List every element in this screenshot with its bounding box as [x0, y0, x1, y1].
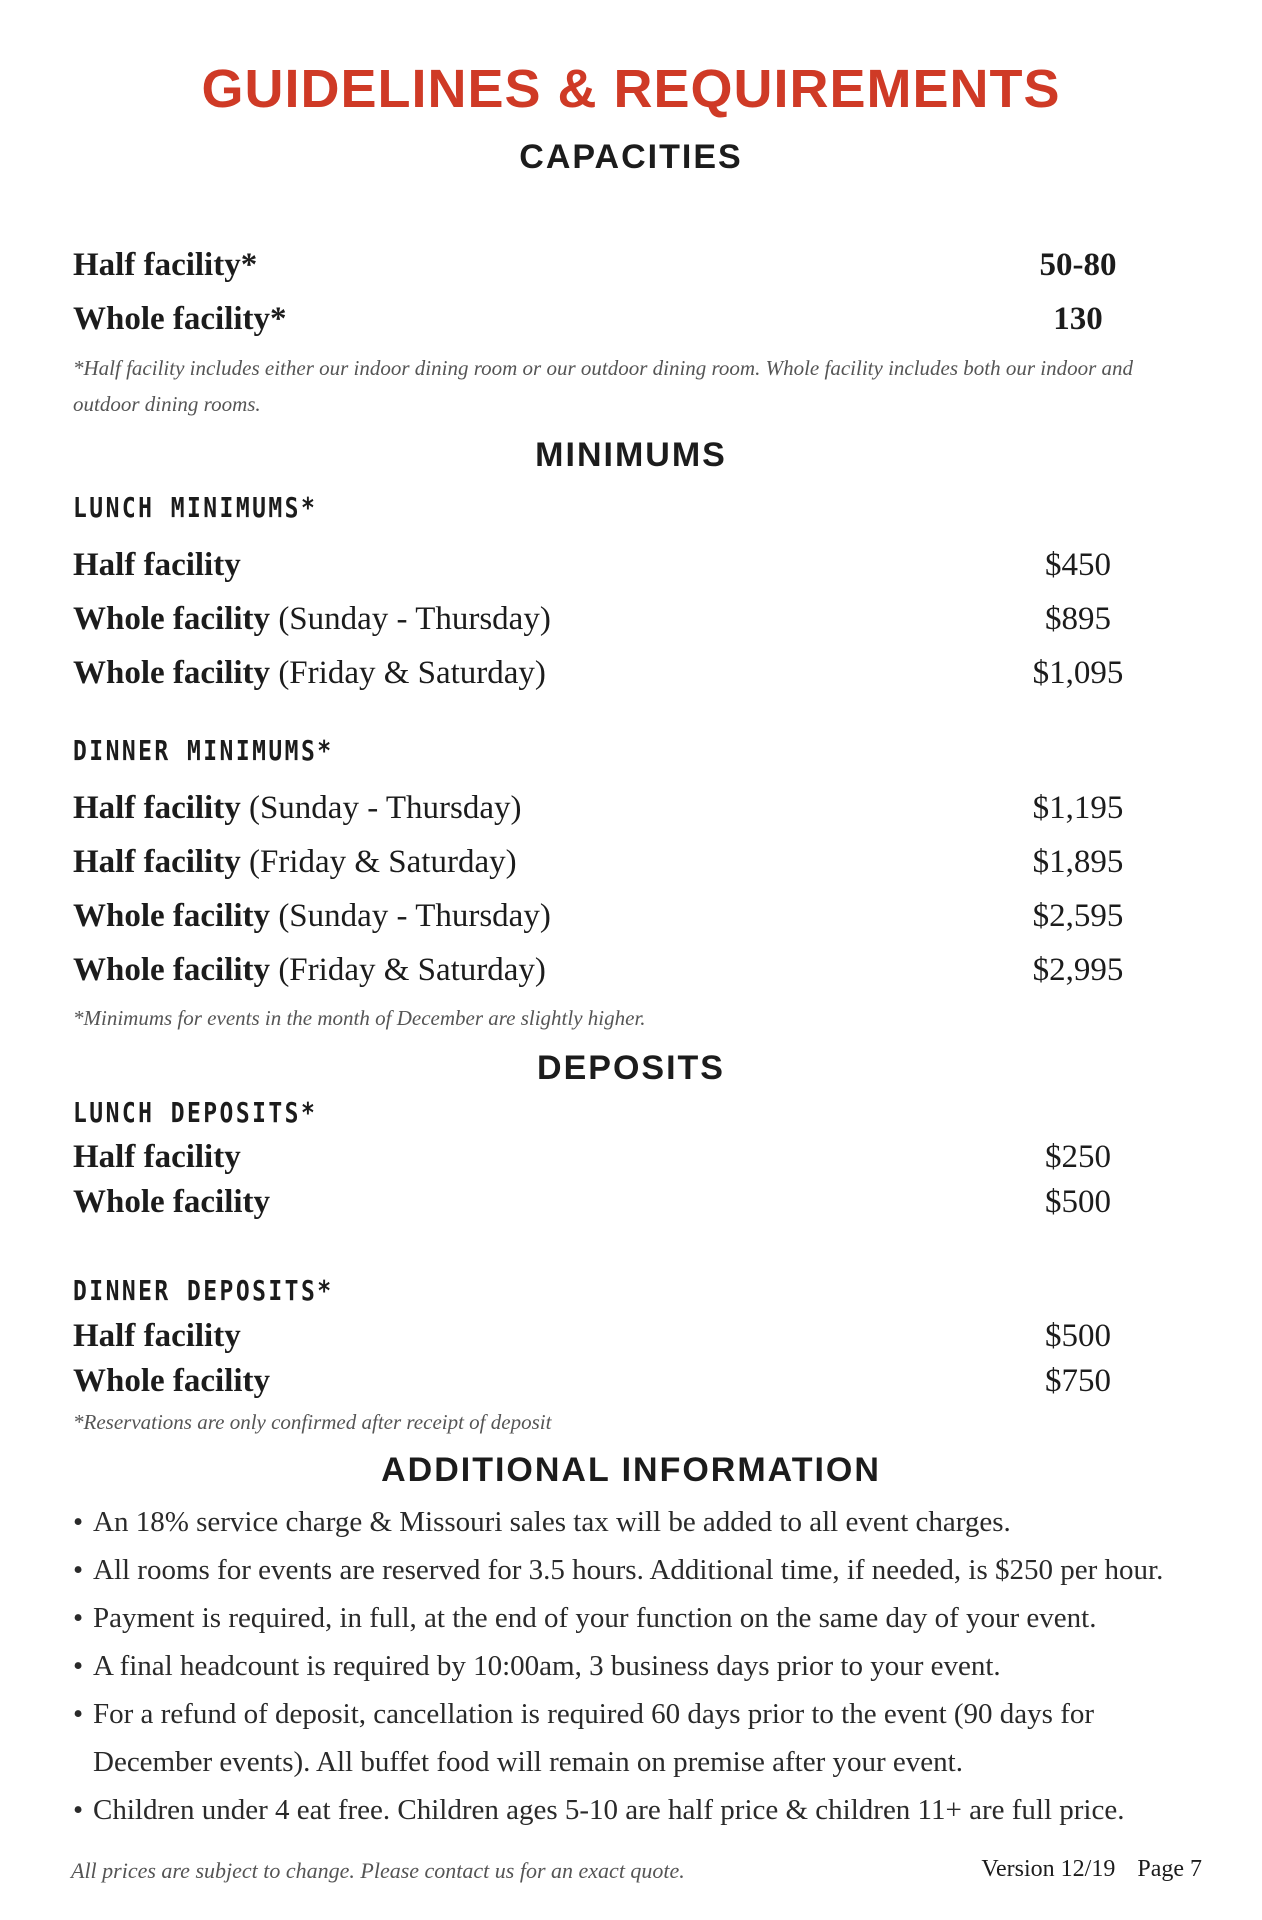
list-item: [73, 1690, 1203, 1786]
row-label: Whole facility: [73, 952, 271, 988]
row-label: Whole facility: [73, 601, 271, 637]
dinner-minimums-subheading: DINNER MINIMUMS*: [73, 734, 334, 767]
bullet-icon: •: [73, 1506, 84, 1538]
lunch-minimum-row: [73, 599, 1138, 639]
list-item-text: A final headcount is required by 10:00am, 3 business days prior to your event.: [93, 1650, 1001, 1682]
footer-meta: [981, 1856, 1202, 1883]
row-value: $500: [1045, 1318, 1111, 1354]
lunch-minimum-row: [73, 653, 1138, 693]
row-qualifier: (Friday & Saturday): [278, 952, 546, 988]
dinner-deposit-row: [73, 1316, 1138, 1356]
capacity-value: 130: [1053, 301, 1103, 337]
minimums-footnote: *Minimums for events in the month of December are slightly higher.: [73, 1006, 646, 1030]
row-label: Whole facility: [73, 1363, 271, 1399]
row-label: Whole facility: [73, 655, 271, 691]
bullet-icon: •: [73, 1650, 84, 1682]
row-qualifier: (Sunday - Thursday): [278, 898, 551, 934]
row-value: $1,195: [1032, 790, 1124, 826]
row-value: $895: [1045, 601, 1111, 637]
bullet-icon: •: [73, 1602, 84, 1634]
list-item-text: Children under 4 eat free. Children ages 5-10 are half price & children 11+ are full price.: [93, 1794, 1125, 1826]
row-value: $2,595: [1032, 898, 1124, 934]
row-label: Half facility: [73, 547, 241, 583]
additional-info-list: [73, 1498, 1203, 1834]
row-qualifier: (Friday & Saturday): [248, 844, 517, 880]
dinner-deposits-subheading: DINNER DEPOSITS*: [73, 1274, 334, 1307]
row-qualifier: (Friday & Saturday): [278, 655, 546, 691]
page-number: Page 7: [1137, 1856, 1202, 1882]
lunch-deposits-subheading: LUNCH DEPOSITS*: [73, 1096, 318, 1129]
capacity-value: 50-80: [1039, 247, 1117, 283]
row-value: $1,095: [1032, 655, 1124, 691]
row-value: $750: [1045, 1363, 1111, 1399]
capacity-row-half: [73, 245, 1138, 285]
capacity-label: Half facility*: [73, 247, 258, 283]
list-item-text: An 18% service charge & Missouri sales tax will be added to all event charges.: [93, 1506, 1011, 1538]
version-label: Version 12/19: [981, 1856, 1116, 1882]
deposits-heading: DEPOSITS: [537, 1049, 725, 1087]
row-qualifier: (Sunday - Thursday): [248, 790, 522, 826]
minimums-heading: MINIMUMS: [535, 436, 727, 474]
row-value: $2,995: [1032, 952, 1124, 988]
list-item: [73, 1786, 1203, 1834]
list-item: [73, 1594, 1203, 1642]
row-value: $500: [1045, 1184, 1111, 1220]
capacities-footnote: *Half facility includes either our indoor dining room or our outdoor dining room. Whole facility includes both our indoor and outdoor dining rooms.: [73, 356, 1134, 416]
row-label: Half facility: [73, 1139, 241, 1175]
dinner-minimum-row: [73, 896, 1138, 936]
lunch-minimum-row: [73, 545, 1138, 585]
row-label: Half facility: [73, 790, 241, 826]
list-item: [73, 1498, 1203, 1546]
dinner-deposit-row: [73, 1361, 1138, 1401]
dinner-minimum-row: [73, 950, 1138, 990]
lunch-minimums-subheading: LUNCH MINIMUMS*: [73, 491, 318, 524]
list-item-text: For a refund of deposit, cancellation is required 60 days prior to the event (90 days for December events). All buffet food will remain on premise after your event.: [93, 1698, 1095, 1778]
capacities-heading: CAPACITIES: [519, 138, 743, 176]
list-item: [73, 1546, 1203, 1594]
list-item-text: Payment is required, in full, at the end of your function on the same day of your event.: [93, 1602, 1097, 1634]
bullet-icon: •: [73, 1794, 84, 1826]
row-label: Whole facility: [73, 898, 271, 934]
list-item: [73, 1642, 1203, 1690]
row-label: Half facility: [73, 844, 241, 880]
row-value: $450: [1045, 547, 1111, 583]
dinner-minimum-row: [73, 788, 1138, 828]
deposits-footnote: *Reservations are only confirmed after receipt of deposit: [73, 1410, 552, 1434]
bullet-icon: •: [73, 1698, 84, 1730]
row-value: $250: [1045, 1139, 1111, 1175]
capacity-row-whole: [73, 299, 1138, 339]
list-item-text: All rooms for events are reserved for 3.5 hours. Additional time, if needed, is $250 per hour.: [93, 1554, 1164, 1586]
capacity-label: Whole facility*: [73, 301, 287, 337]
additional-info-heading: ADDITIONAL INFORMATION: [381, 1451, 881, 1489]
page-title: GUIDELINES & REQUIREMENTS: [201, 59, 1061, 119]
row-label: Whole facility: [73, 1184, 271, 1220]
footer-disclaimer: All prices are subject to change. Please contact us for an exact quote.: [71, 1858, 685, 1883]
dinner-minimum-row: [73, 842, 1138, 882]
row-value: $1,895: [1032, 844, 1124, 880]
lunch-deposit-row: [73, 1137, 1138, 1177]
row-label: Half facility: [73, 1318, 241, 1354]
bullet-icon: •: [73, 1554, 84, 1586]
lunch-deposit-row: [73, 1182, 1138, 1222]
row-qualifier: (Sunday - Thursday): [278, 601, 551, 637]
